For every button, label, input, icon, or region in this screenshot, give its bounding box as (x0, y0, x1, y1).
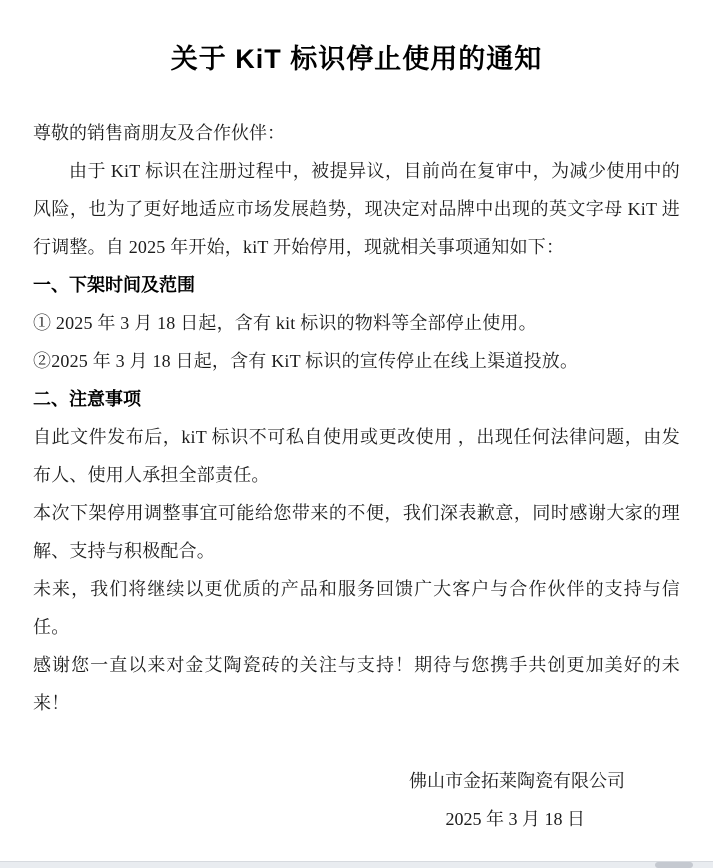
signature-date: 2025 年 3 月 18 日 (445, 809, 585, 829)
section2-paragraph-1: 自此文件发布后，kiT 标识不可私自使用或更改使用 ，出现任何法律问题，由发布人、使用人承担全部责任。 (33, 427, 680, 485)
document-title: 关于 KiT 标识停止使用的通知 (170, 44, 543, 74)
salutation-line: 尊敬的销售商朋友及合作伙伴： (33, 123, 285, 143)
section1-item-1: ① 2025 年 3 月 18 日起，含有 kit 标识的物料等全部停止使用。 (33, 313, 537, 333)
section2-paragraph-3: 未来，我们将继续以更优质的产品和服务回馈广大客户与合作伙伴的支持与信任。 (33, 579, 680, 637)
section2-paragraph-4: 感谢您一直以来对金艾陶瓷砖的关注与支持！期待与您携手共创更加美好的未来！ (33, 655, 680, 713)
section1-item-2: ②2025 年 3 月 18 日起，含有 KiT 标识的宣传停止在线上渠道投放。 (33, 351, 579, 371)
section2-heading: 二、注意事项 (33, 389, 141, 409)
intro-paragraph: 由于 KiT 标识在注册过程中，被提异议，目前尚在复审中，为减少使用中的风险，也为了更好地适应市场发展趋势，现决定对品牌中出现的英文字母 KiT 进行调整。自 2025 年开始，kiT 开始停用，现就相关事项通知如下： (33, 161, 680, 257)
horizontal-scrollbar-thumb[interactable] (655, 862, 693, 868)
section1-heading: 一、下架时间及范围 (33, 275, 195, 295)
horizontal-scrollbar-track[interactable] (0, 861, 713, 868)
signature-company: 佛山市金拓莱陶瓷有限公司 (409, 771, 625, 791)
section2-paragraph-2: 本次下架停用调整事宜可能给您带来的不便，我们深表歉意，同时感谢大家的理解、支持与积极配合。 (33, 503, 680, 561)
notice-document (33, 0, 680, 838)
